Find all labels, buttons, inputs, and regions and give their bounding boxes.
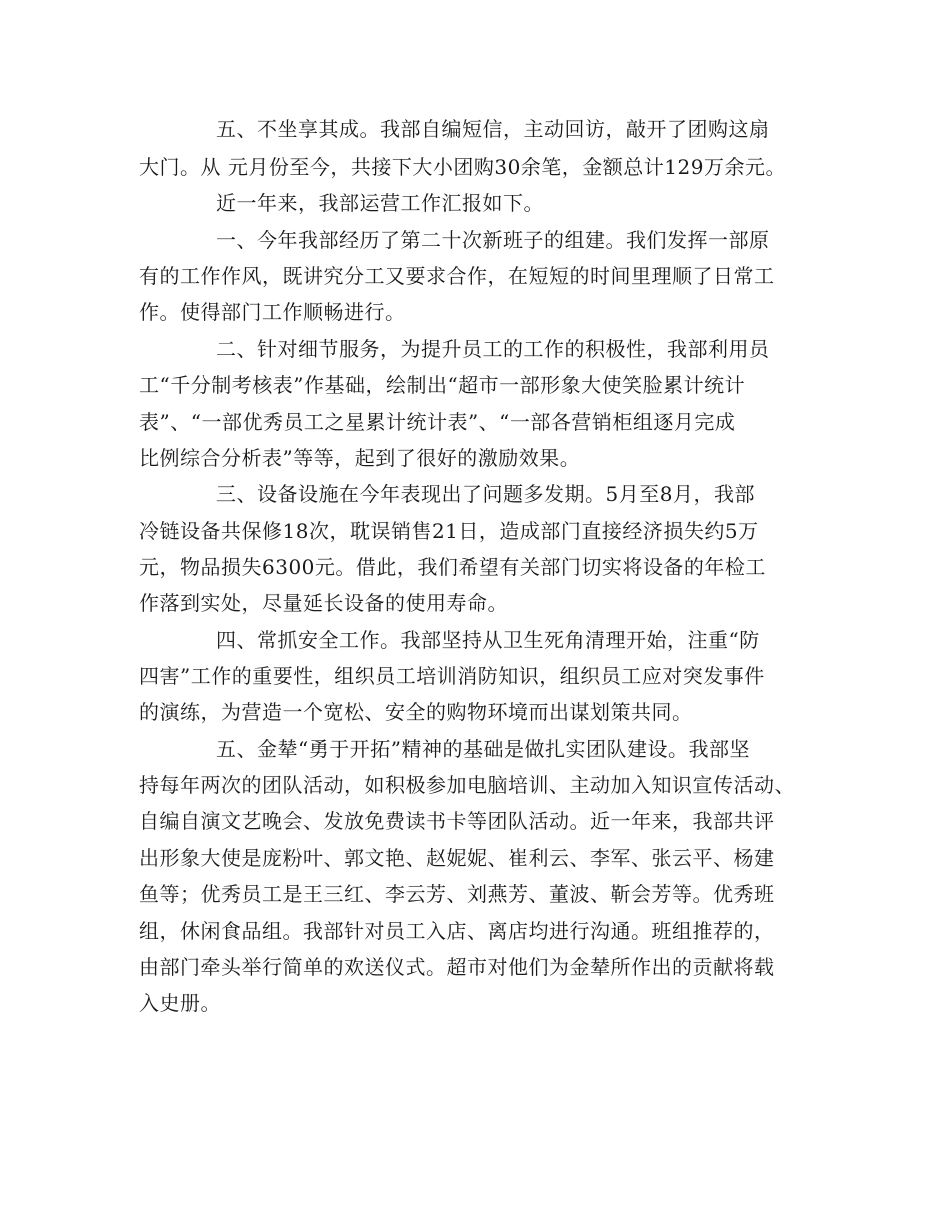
paragraph-line: 出形象大使是庞粉叶、郭文艳、赵妮妮、崔利云、李军、张云平、杨建 (139, 846, 775, 870)
paragraph-line: 入史册。 (139, 991, 221, 1015)
paragraph-line: 五、不坐享其成。我部自编短信，主动回访，敲开了团购这扇 (216, 117, 770, 141)
paragraph-line: 四害”工作的重要性，组织员工培训消防知识，组织员工应对突发事件 (139, 664, 765, 688)
paragraph-line: 元，物品损失6300元。借此，我们希望有关部门切实将设备的年检工 (139, 555, 766, 579)
paragraph-line: 表”、“一部优秀员工之星累计统计表”、“一部各营销柜组逐月完成 (139, 410, 736, 434)
paragraph-line: 二、针对细节服务，为提升员工的工作的积极性，我部利用员 (216, 337, 770, 361)
paragraph-line: 近一年来，我部运营工作汇报如下。 (216, 191, 544, 215)
paragraph-line: 大门。从 元月份至今，共接下大小团购30余笔，金额总计129万余元。 (139, 155, 786, 179)
paragraph-line: 冷链设备共保修18次，耽误销售21日，造成部门直接经济损失约5万 (139, 519, 759, 543)
paragraph-line: 四、常抓安全工作。我部坚持从卫生死角清理开始，注重“防 (216, 628, 760, 652)
paragraph-line: 有的工作作风，既讲究分工又要求合作，在短短的时间里理顺了日常工 (139, 264, 775, 288)
paragraph-line: 一、今年我部经历了第二十次新班子的组建。我们发挥一部原 (216, 228, 770, 252)
paragraph-line: 鱼等；优秀员工是王三红、李云芳、刘燕芳、董波、靳会芳等。优秀班 (139, 882, 775, 906)
paragraph-line: 自编自演文艺晚会、发放免费读书卡等团队活动。近一年来，我部共评 (139, 809, 775, 833)
paragraph-line: 工“千分制考核表”作基础，绘制出“超市一部形象大使笑脸累计统计 (139, 373, 746, 397)
paragraph-line: 比例综合分析表”等等，起到了很好的激励效果。 (139, 446, 581, 470)
paragraph-line: 组，休闲食品组。我部针对员工入店、离店均进行沟通。班组推荐的， (139, 919, 775, 943)
paragraph-line: 作。使得部门工作顺畅进行。 (139, 300, 406, 324)
paragraph-line: 五、金辇“勇于开拓”精神的基础是做扎实团队建设。我部坚 (216, 737, 750, 761)
paragraph-line: 三、设备设施在今年表现出了问题多发期。5月至8月，我部 (216, 482, 755, 506)
paragraph-line: 的演练，为营造一个宽松、安全的购物环境而出谋划策共同。 (139, 700, 693, 724)
paragraph-line: 由部门牵头举行简单的欢送仪式。超市对他们为金辇所作出的贡献将载 (139, 955, 775, 979)
paragraph-line: 持每年两次的团队活动，如积极参加电脑培训、主动加入知识宣传活动、 (139, 773, 795, 797)
paragraph-line: 作落到实处，尽量延长设备的使用寿命。 (139, 591, 508, 615)
